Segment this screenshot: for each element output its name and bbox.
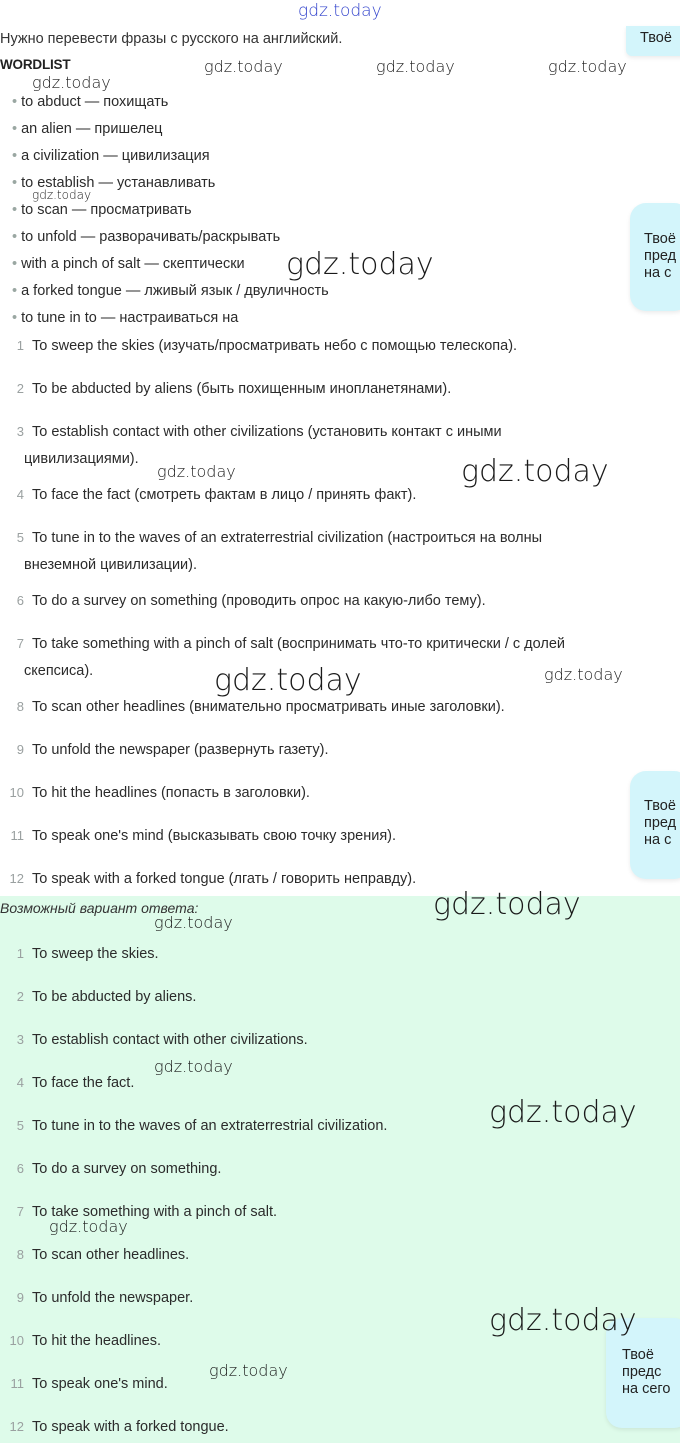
watermark: gdz.today (32, 188, 92, 202)
phrase-item: 1 To sweep the skies (изучать/просматривать небо с помощью телескопа). (16, 338, 518, 354)
watermark: gdz.today (154, 1057, 233, 1076)
watermark: gdz.today (157, 462, 236, 481)
wordlist-item: • a civilization — цивилизация (12, 148, 210, 164)
bullet-icon: • (12, 121, 18, 137)
wordlist-heading: WORDLIST (0, 57, 71, 72)
promo-banner[interactable]: Твоё пред на с (630, 203, 680, 311)
watermark: gdz.today (154, 913, 233, 932)
answer-item: 7 To take something with a pinch of salt. (16, 1204, 278, 1220)
answer-item: 5 To tune in to the waves of an extraterrestrial civilization. (16, 1118, 388, 1134)
bullet-icon: • (12, 148, 18, 164)
phrase-item: 12 To speak with a forked tongue (лгать / говорить неправду). (9, 871, 417, 887)
phrase-item: 5 To tune in to the waves of an extraterrestrial civilization (настроиться на волны внеземной цивилизации). (16, 530, 543, 573)
watermark: gdz.today (548, 57, 627, 76)
bullet-icon: • (12, 202, 18, 218)
watermark: gdz.today (209, 1361, 288, 1380)
answer-item: 4 To face the fact. (16, 1075, 135, 1091)
answer-item: 3 To establish contact with other civilizations. (16, 1032, 308, 1048)
phrase-item: 10 To hit the headlines (попасть в заголовки). (9, 785, 310, 801)
watermark: gdz.today (433, 887, 581, 922)
intro-text: Нужно перевести фразы с русского на английский. (0, 31, 343, 47)
promo-banner[interactable]: Твоё пред на с (630, 771, 680, 879)
promo-banner-top[interactable]: Твоё (626, 26, 680, 56)
wordlist-item: • to scan — просматривать (12, 202, 192, 218)
bullet-icon: • (12, 229, 18, 245)
answer-item: 10 To hit the headlines. (9, 1333, 161, 1349)
watermark: gdz.today (286, 247, 434, 282)
phrase-item: 11 To speak one's mind (высказывать свою точку зрения). (10, 828, 397, 844)
answer-item: 11 To speak one's mind. (10, 1376, 168, 1392)
wordlist-item: • to abduct — похищать (12, 94, 169, 110)
wordlist-item: • to unfold — разворачивать/раскрывать (12, 229, 281, 245)
promo-banner[interactable]: Твоё предс на сего (606, 1318, 680, 1428)
bullet-icon: • (12, 256, 18, 272)
watermark: gdz.today (298, 1, 382, 21)
watermark: gdz.today (461, 454, 609, 489)
watermark: gdz.today (544, 665, 623, 684)
answer-item: 1 To sweep the skies. (16, 946, 159, 962)
wordlist-item: • to tune in to — настраиваться на (12, 310, 239, 326)
watermark: gdz.today (489, 1303, 637, 1338)
answer-item: 2 To be abducted by aliens. (16, 989, 197, 1005)
answer-item: 12 To speak with a forked tongue. (9, 1419, 229, 1435)
bullet-icon: • (12, 310, 18, 326)
bullet-icon: • (12, 175, 18, 191)
watermark: gdz.today (214, 663, 362, 698)
phrase-item: 6 To do a survey on something (проводить опрос на какую-либо тему). (16, 593, 486, 609)
watermark: gdz.today (489, 1095, 637, 1130)
bullet-icon: • (12, 283, 18, 299)
watermark: gdz.today (204, 57, 283, 76)
watermark: gdz.today (32, 73, 111, 92)
watermark: gdz.today (49, 1217, 128, 1236)
phrase-item: 4 To face the fact (смотреть фактам в лицо / принять факт). (16, 487, 417, 503)
wordlist-item: • with a pinch of salt — скептически (12, 256, 245, 272)
wordlist-item: • an alien — пришелец (12, 121, 163, 137)
phrase-item: 9 To unfold the newspaper (развернуть газету). (16, 742, 329, 758)
answer-title: Возможный вариант ответа: (0, 900, 199, 916)
phrase-item: 8 To scan other headlines (внимательно просматривать иные заголовки). (16, 699, 505, 715)
answer-item: 8 To scan other headlines. (16, 1247, 190, 1263)
answer-item: 6 To do a survey on something. (16, 1161, 222, 1177)
phrase-item: 2 To be abducted by aliens (быть похищенным инопланетянами). (16, 381, 452, 397)
phrase-item: 3 To establish contact with other civilizations (установить контакт с иными цивилизациями). (16, 424, 502, 467)
answer-item: 9 To unfold the newspaper. (16, 1290, 194, 1306)
wordlist-item: • a forked tongue — лживый язык / двуличность (12, 283, 329, 299)
phrase-item: 7 To take something with a pinch of salt (воспринимать что-то критически / с долей скепсиса). (16, 636, 566, 679)
bullet-icon: • (12, 94, 18, 110)
watermark: gdz.today (376, 57, 455, 76)
wordlist-item: • to establish — устанавливать (12, 175, 216, 191)
